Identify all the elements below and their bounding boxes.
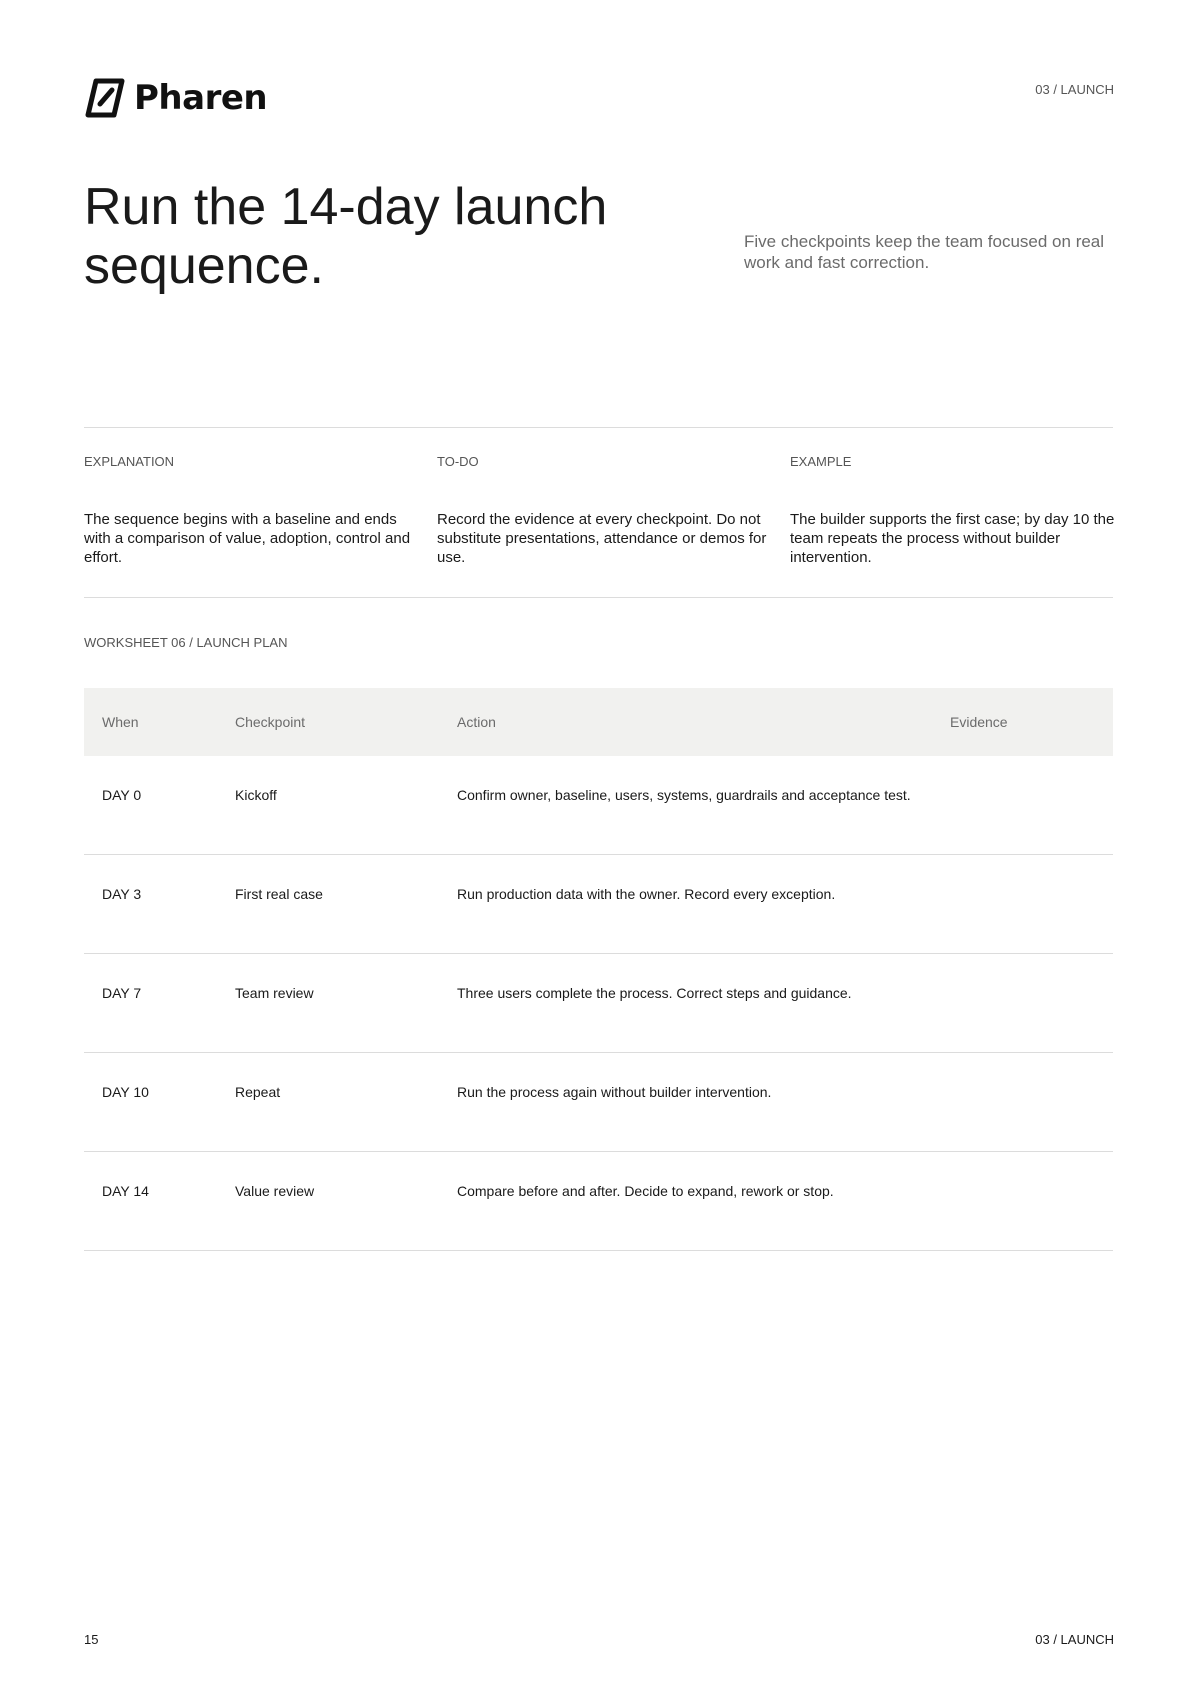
column-example (790, 454, 1120, 567)
cell-when: DAY 3 (102, 886, 142, 902)
column-explanation (84, 454, 414, 567)
page-title: Run the 14-day launch sequence. (84, 178, 608, 295)
column-todo (437, 454, 767, 567)
launch-plan-table (84, 688, 1113, 1251)
header-checkpoint: Checkpoint (235, 714, 306, 730)
table-row (84, 1152, 1113, 1251)
divider (84, 597, 1113, 598)
column-body: Record the evidence at every checkpoint. Do not substitute presentations, attendance or demos for use. (437, 511, 767, 566)
column-body: The builder supports the first case; by day 10 the team repeats the process without builder intervention. (790, 511, 1115, 566)
cell-action: Compare before and after. Decide to expand, rework or stop. (457, 1183, 834, 1199)
footer-section-tag: 03 / LAUNCH (1035, 1632, 1114, 1647)
pharen-logo-icon (84, 78, 126, 118)
column-heading: EXAMPLE (790, 454, 852, 469)
brand-name: Pharen (134, 78, 268, 118)
worksheet-label: WORKSHEET 06 / LAUNCH PLAN (84, 635, 288, 650)
cell-action: Run the process again without builder intervention. (457, 1084, 772, 1100)
brand-logo (84, 78, 267, 118)
column-heading: EXPLANATION (84, 454, 175, 469)
cell-checkpoint: Repeat (235, 1084, 281, 1100)
column-heading: TO-DO (437, 454, 479, 469)
table-row (84, 1053, 1113, 1152)
page-subtitle: Five checkpoints keep the team focused on real work and fast correction. (744, 232, 1105, 272)
cell-action: Confirm owner, baseline, users, systems, guardrails and acceptance test. (457, 787, 911, 803)
section-tag: 03 / LAUNCH (1035, 82, 1114, 97)
cell-checkpoint: Team review (235, 985, 314, 1001)
cell-action: Three users complete the process. Correct steps and guidance. (457, 985, 852, 1001)
cell-when: DAY 7 (102, 985, 142, 1001)
divider (84, 427, 1113, 428)
cell-action: Run production data with the owner. Record every exception. (457, 886, 836, 902)
header-when: When (102, 714, 139, 730)
header-evidence: Evidence (950, 714, 1008, 730)
cell-when: DAY 10 (102, 1084, 149, 1100)
cell-checkpoint: Value review (235, 1183, 315, 1199)
table-row (84, 954, 1113, 1053)
column-body: The sequence begins with a baseline and ends with a comparison of value, adoption, control and effort. (84, 511, 411, 566)
header-action: Action (457, 714, 496, 730)
table-row (84, 855, 1113, 954)
cell-when: DAY 14 (102, 1183, 149, 1199)
cell-checkpoint: Kickoff (235, 787, 277, 803)
cell-checkpoint: First real case (235, 886, 323, 902)
cell-when: DAY 0 (102, 787, 142, 803)
table-header (84, 688, 1113, 756)
table-row (84, 756, 1113, 855)
page-number: 15 (84, 1632, 99, 1647)
